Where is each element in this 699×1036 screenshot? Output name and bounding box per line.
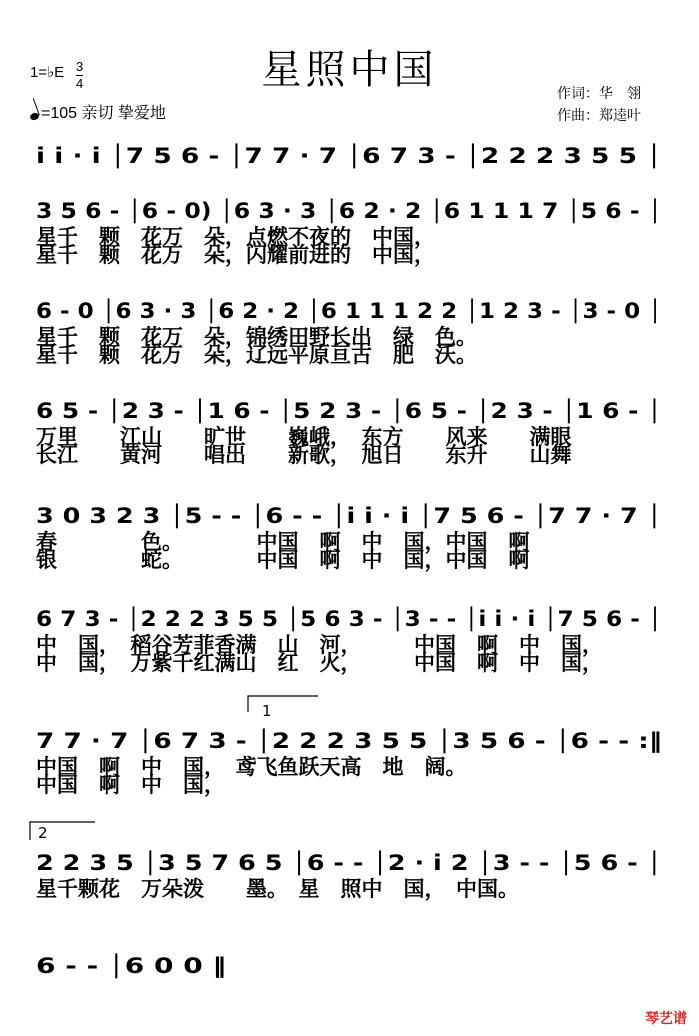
lyric-line: 星千颗花 万朵泼 墨。 星 照中 国， 中国。 [36,877,519,901]
notation-line-7: 7 7 · 7 │6 7 3 - │2 2 2 3 5 5 │3 5 6 - │6 - - :‖ [36,729,536,753]
notation-line-1: i i · i │7 5 6 - │7 7 · 7 │6 7 3 - │2 2 2 3 5 5 │ [36,144,535,168]
notation-line-4: 6 5 - │2 3 - │1 6 - │5 2 3 - │6 5 - │2 3 - │1 6 - │ [36,399,566,423]
lyric-line: 长江 黄河 唱出 新歌， 旭日 东升 山舞 [36,443,572,467]
notation-line-5: 3 0 3 2 3 │5 - - │6 - - │i i · i │7 5 6 - │7 7 · 7 │ [36,504,552,528]
volta-1-bracket [248,696,318,712]
lyric-line: 星千 颗 花万 朵，点燃不夜的 中国， [36,225,435,249]
notation-line-2: 3 5 6 - │6 - 0) │6 3 · 3 │6 2 · 2 │6 1 1 1 7 │5 6 - │ [36,199,595,223]
watermark: 琴艺谱 [645,1010,687,1026]
lyric-line: 中 国， 稻谷芳菲香满 山 河， 中国 啊 中 国， [36,633,603,657]
lyricist: 作词：华 翎 [557,85,641,101]
lyric-line: 中 国， 万紫千红满山 红 火， 中国 啊 中 国， [36,651,603,675]
lyric-line: 星千 颗 花万 朵，闪耀前进的 中国， [36,243,435,267]
lyric-line: 星千 颗 花万 朵，锦绣田野长出 绿 色。 [36,325,477,349]
lyric-line: 中国 啊 中 国， 鸢飞鱼跃天高 地 阔。 [36,755,467,779]
notation-line-8: 2 2 3 5 │3 5 7 6 5 │6 - - │2 · i 2 │3 - - │5 6 - │ [36,851,551,875]
key-signature: 1=♭E [30,64,65,81]
composer: 作曲：郑逵叶 [557,107,641,123]
time-bottom: 4 [76,76,84,91]
notation-line-6: 6 7 3 - │2 2 2 3 5 5 │5 6 3 - │3 - - │i i · i │7 5 6 - │ [36,607,602,631]
song-title: 星照中国 [261,47,438,93]
volta-1-label: 1 [262,702,272,720]
lyric-line: 银 蛇。 中国 啊 中 国，中国 啊 [36,548,530,572]
lyric-line: 星千 颗 花万 朵，辽远平原亘古 肥 沃。 [36,343,477,367]
lyric-line: 春 色。 中国 啊 中 国，中国 啊 [36,530,530,554]
time-top: 3 [76,59,84,74]
tempo-text: =105 亲切 挚爱地 [41,105,166,122]
notation-line-9: 6 - - │6 0 0 ‖ [36,954,179,978]
volta-2-label: 2 [38,824,48,842]
lyric-line: 万里 江山 旷世 巍峨， 东方 风来 满眼 [36,425,572,449]
notation-line-3: 6 - 0 │6 3 · 3 │6 2 · 2 │6 1 1 1 2 2 │1 2 3 - │3 - 0 │ [36,299,608,323]
lyric-line: 中国 啊 中 国， [36,773,225,797]
